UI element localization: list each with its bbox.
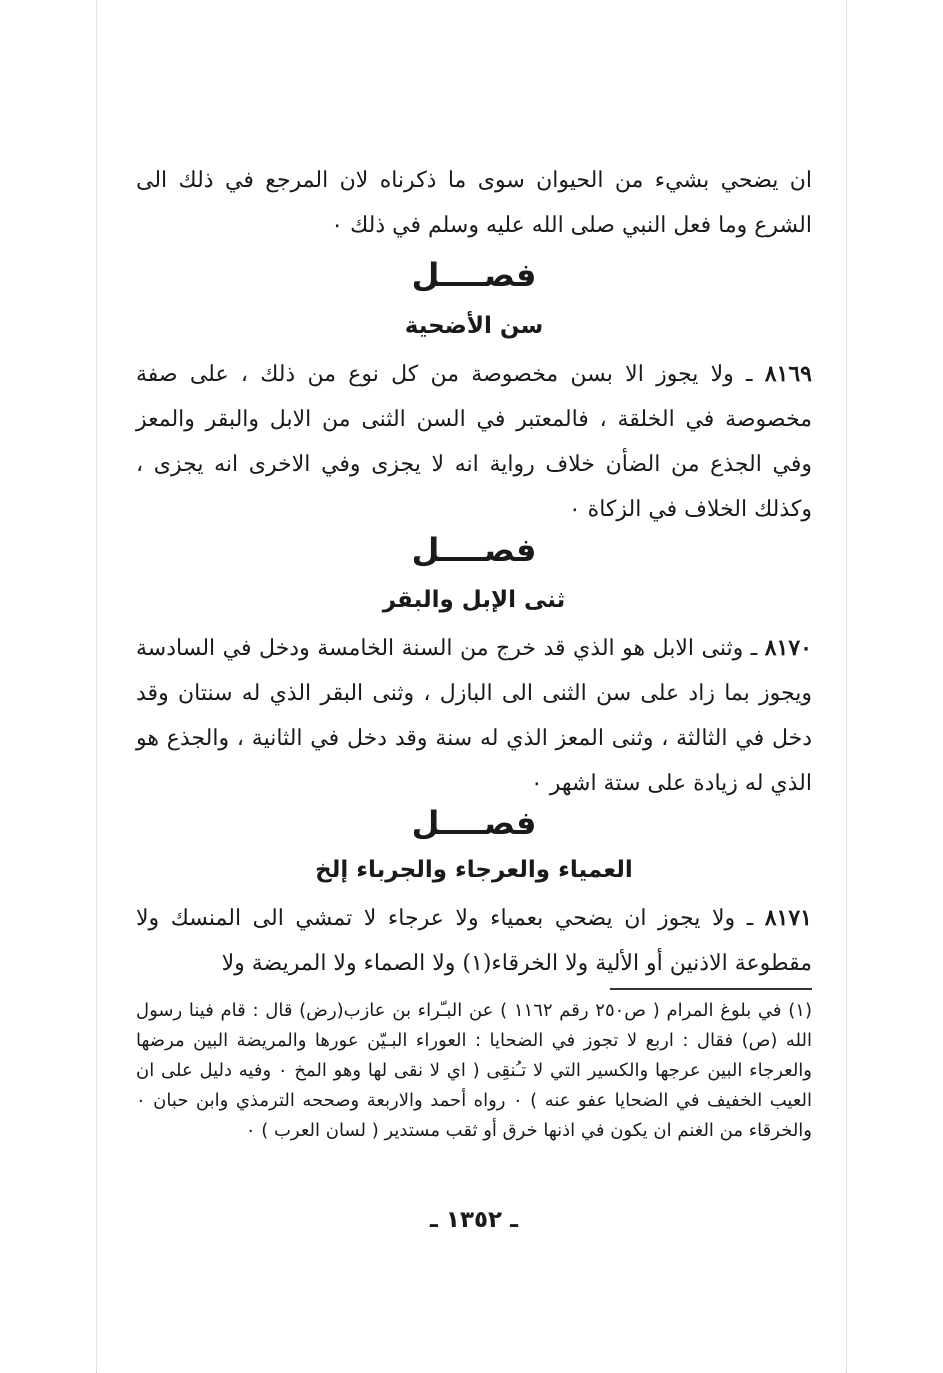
intro-paragraph xyxy=(136,158,812,248)
section-heading-3: فصــــل xyxy=(411,804,537,842)
page-number: ـ ١٣٥٢ ـ xyxy=(430,1207,518,1233)
paragraph-number: ٨١٧٠ xyxy=(764,635,812,661)
section-paragraph-3 xyxy=(136,896,812,986)
footnote-divider xyxy=(610,988,812,990)
paragraph-text: ـ ولا يجوز الا بسن مخصوصة من كل نوع من ذلك ، على صفة مخصوصة في الخلقة ، فالمعتبر في السن الثنى من الابل والبقر والمعز وفي الجذع من الضأن خلاف رواية انه لا يجزى وفي الاخرى انه يجزى ، وكذلك الخلاف في الزكاة ٠ xyxy=(136,362,812,522)
section-heading-1: فصــــل xyxy=(411,256,537,294)
intro-text: ان يضحي بشيء من الحيوان سوى ما ذكرناه لان المرجع في ذلك الى الشرع وما فعل النبي صلى الله عليه وسلم في ذلك ٠ xyxy=(136,168,812,238)
section-subheading-1: سن الأضحية xyxy=(404,313,544,339)
section-paragraph-1 xyxy=(136,352,812,532)
paragraph-number: ٨١٧١ xyxy=(764,905,812,931)
section-subheading-3: العمياء والعرجاء والجرباء إلخ xyxy=(315,857,633,883)
paragraph-text: ـ وثنى الابل هو الذي قد خرج من السنة الخامسة ودخل في السادسة ويجوز بما زاد على سن الثنى الى البازل ، وثنى البقر الذي له سنتان وقد دخل في الثالثة ، وثنى المعز الذي له سنة وقد دخل في الثانية ، والجذع هو الذي له زيادة على ستة اشهر ٠ xyxy=(136,636,812,796)
scan-artifact-line xyxy=(96,0,97,1373)
footnote: (١) في بلوغ المرام ( ص٢٥٠ رقم ١١٦٢ ) عن البـّراء بن عازب(رض) قال : قام فينا رسول الله (ص) فقال : اربع لا تجوز في الضحايا : العوراء البـيّن عورها والمريضة البين مرضها والعرجاء البين عرجها والكسير التي لا تـُنقِى ( اي لا نقى لها وهو المخ ٠ وفيه دليل على ان العيب الخفيف في الضحايا عفو عنه ) ٠ رواه أحمد والاربعة وصححه الترمذي وابن حبان ٠ والخرقاء من الغنم ان يكون في اذنها خرق أو ثقب مستدير ( لسان العرب ) ٠ xyxy=(136,1000,812,1141)
paragraph-text: ـ ولا يجوز ان يضحي بعمياء ولا عرجاء لا تمشي الى المنسك ولا مقطوعة الاذنين أو الألية ولا الخرقاء(١) ولا الصماء ولا المريضة ولا xyxy=(136,906,812,976)
section-heading-2: فصــــل xyxy=(411,531,537,569)
paragraph-number: ٨١٦٩ xyxy=(764,361,812,387)
scan-artifact-line xyxy=(846,0,847,1373)
section-paragraph-2 xyxy=(136,626,812,806)
section-subheading-2: ثنى الإبل والبقر xyxy=(382,587,566,613)
